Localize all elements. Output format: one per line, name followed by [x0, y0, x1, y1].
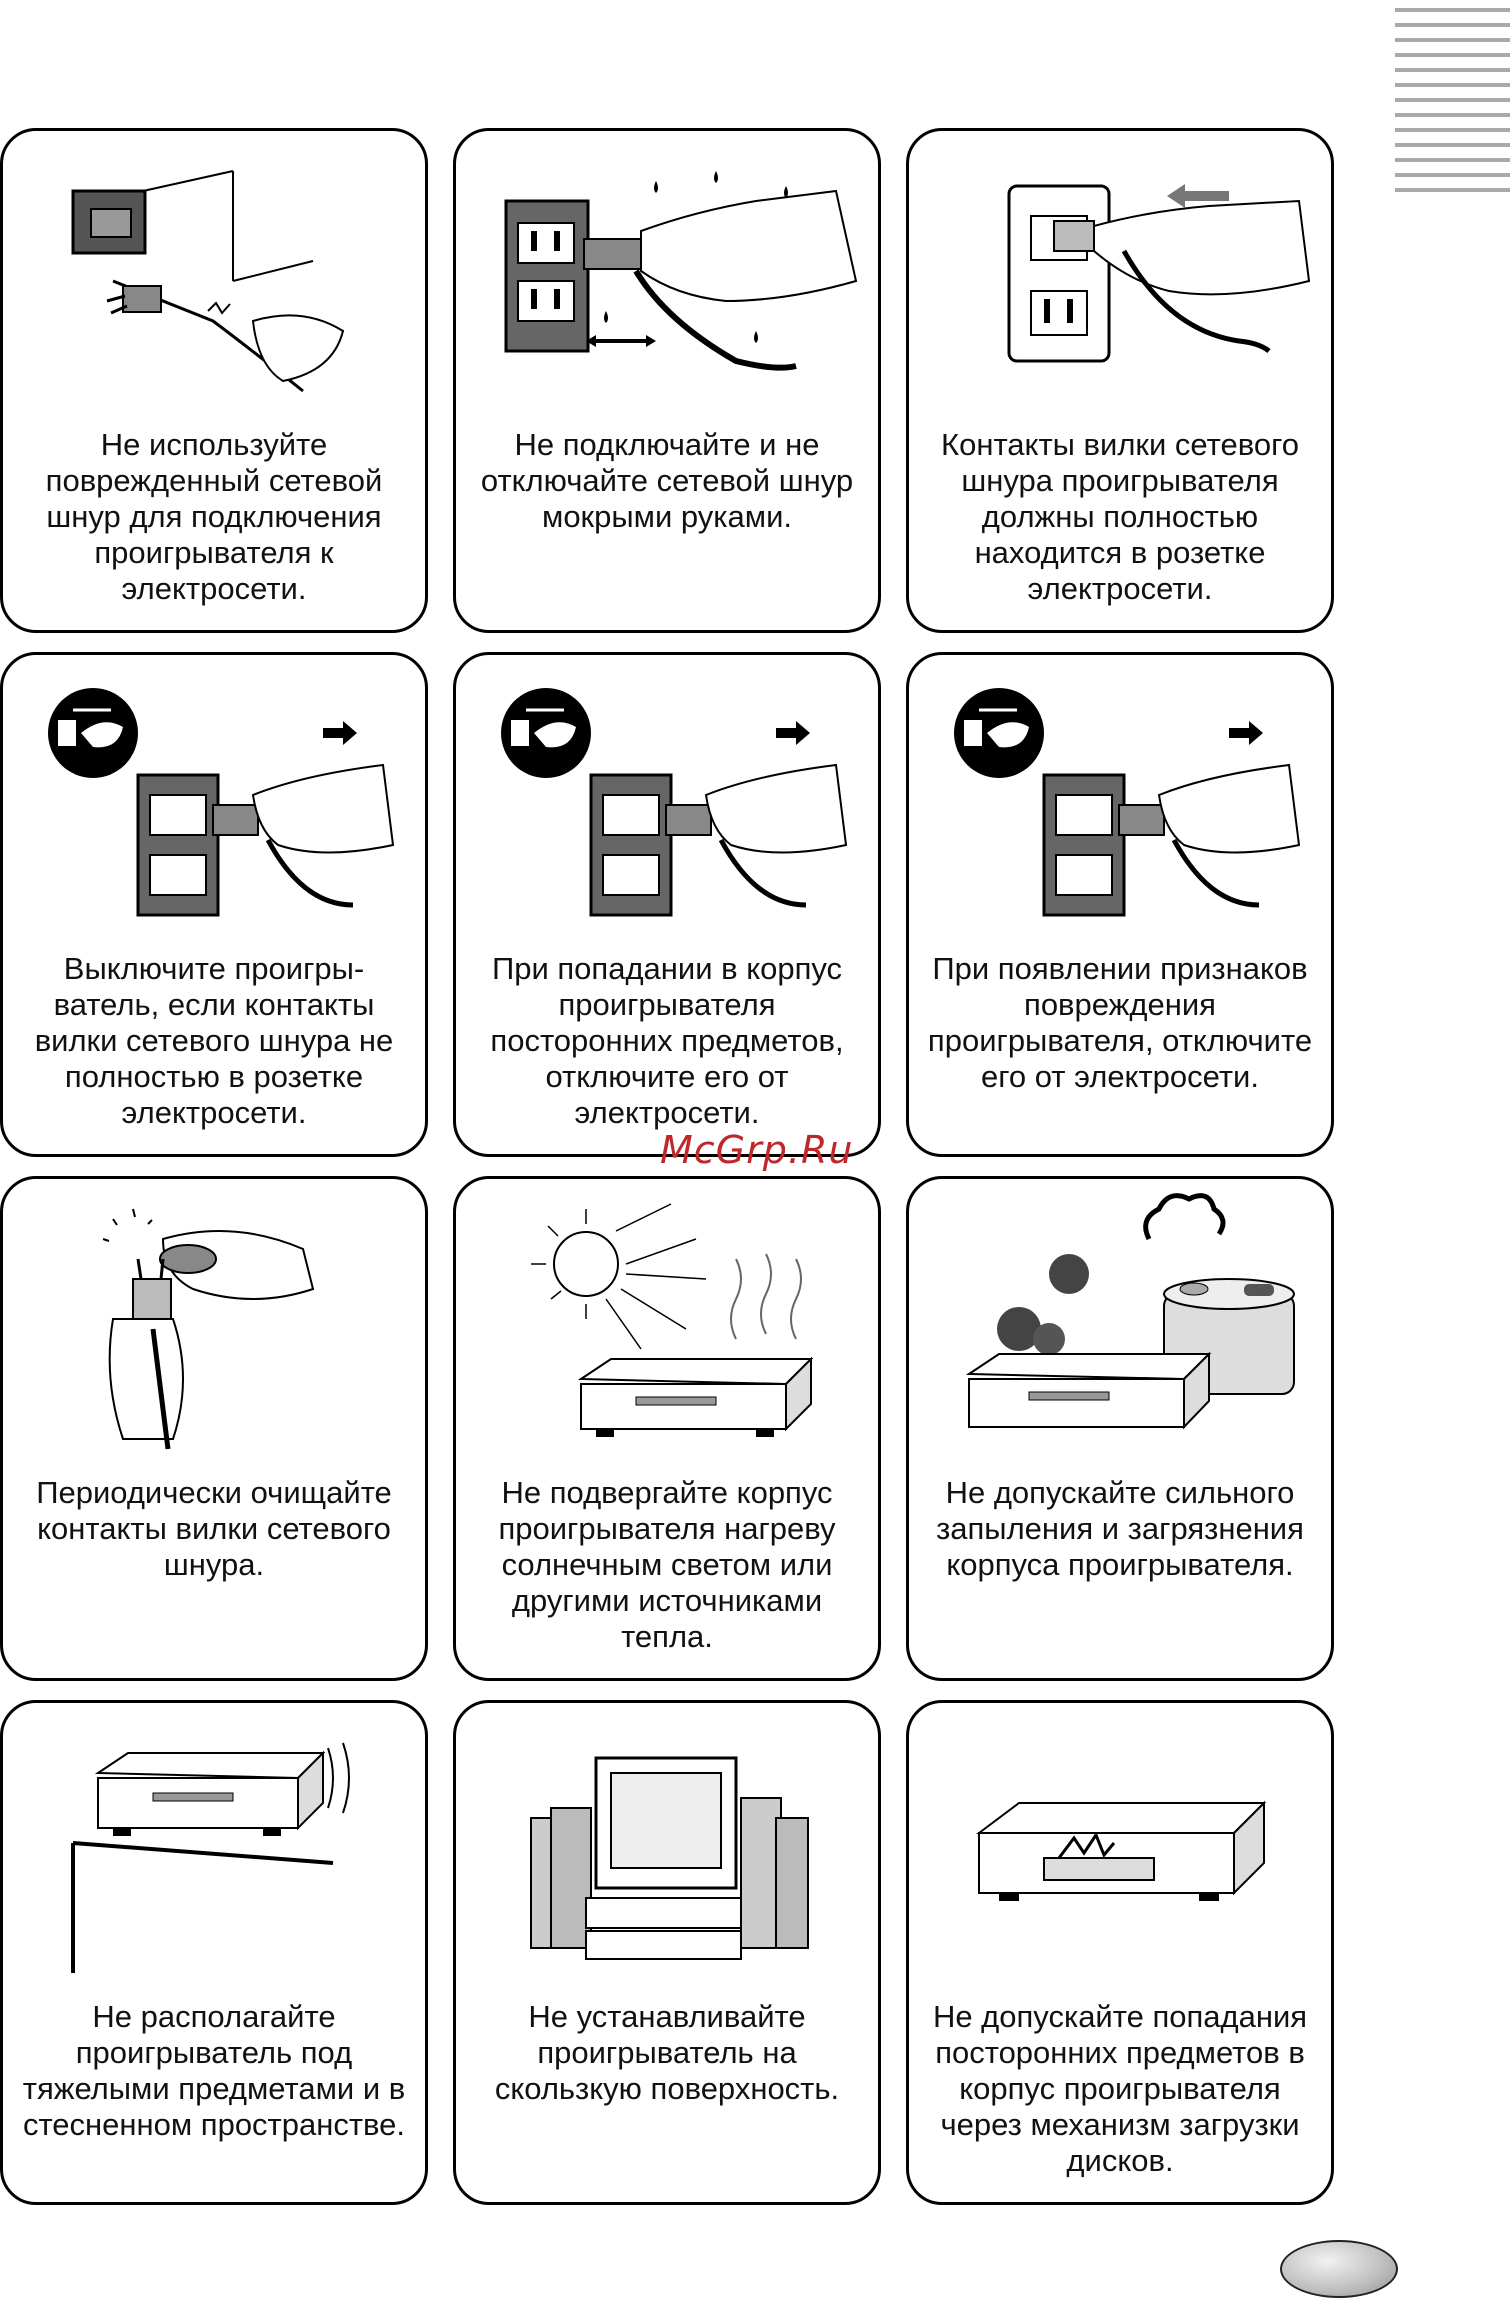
card-caption: При попадании в корпус проигрывателя посторонних предметов, отключите его от электросети.: [490, 951, 844, 1130]
card-caption: Контакты вилки сетевого шнура проигрывателя должны полностью находится в розетке электросети.: [941, 427, 1299, 606]
card-disc-tray-objects: [906, 1700, 1334, 2205]
card-caption: Периодически очищайте контакты вилки сетевого шнура.: [36, 1475, 392, 1582]
card-caption: Не подвергайте корпус проигрывателя нагреву солнечным светом или другими источниками тепла.: [498, 1475, 836, 1654]
card-caption: Не подключайте и не отключайте сетевой шнур мокрыми руками.: [480, 427, 854, 534]
card-damage-signs: [906, 652, 1334, 1157]
card-slippery-surface: [453, 1700, 881, 2205]
page-badge: [1280, 2240, 1398, 2298]
decorative-stripes: [1395, 8, 1510, 203]
card-wet-hands: [453, 128, 881, 633]
unplug-warning-illustration: [909, 655, 1331, 945]
wet-hands-illustration: [456, 131, 878, 421]
card-plug-fully-inserted: [906, 128, 1334, 633]
damaged-cord-illustration: [3, 131, 425, 421]
plug-fully-inserted-illustration: [909, 131, 1331, 421]
card-caption: Выключите проигры- ватель, если контакты вилки сетевого шнура не полностью в розетке электросети.: [34, 951, 394, 1130]
card-unplug-loose: [0, 652, 428, 1157]
card-dust: [906, 1176, 1334, 1681]
card-foreign-object: [453, 652, 881, 1157]
card-caption: Не располагайте проигрыватель под тяжелыми предметами и в стесненном пространстве.: [22, 1999, 406, 2142]
clean-plug-illustration: [3, 1179, 425, 1469]
sun-heat-illustration: [456, 1179, 878, 1469]
disc-tray-illustration: [909, 1703, 1331, 1993]
card-caption: Не допускайте сильного запыления и загрязнения корпуса проигрывателя.: [936, 1475, 1304, 1582]
unplug-warning-illustration: [3, 655, 425, 945]
card-caption: Не устанавливайте проигрыватель на скользкую поверхность.: [494, 1999, 840, 2106]
card-heat-sun: [453, 1176, 881, 1681]
card-caption: При появлении признаков повреждения проигрывателя, отключите его от электросети.: [927, 951, 1313, 1094]
card-caption: Не используйте поврежденный сетевой шнур для подключения проигрывателя к электросети.: [45, 427, 383, 606]
dust-illustration: [909, 1179, 1331, 1469]
card-caption: Не допускайте попадания посторонних предметов в корпус проигрывателя через механизм загрузки дисков.: [932, 1999, 1308, 2178]
card-clean-plug: [0, 1176, 428, 1681]
unplug-warning-illustration: [456, 655, 878, 945]
watermark: McGrp.Ru: [660, 1128, 854, 1172]
card-no-heavy-objects: [0, 1700, 428, 2205]
cramped-space-illustration: [3, 1703, 425, 1993]
home-theater-illustration: [456, 1703, 878, 1993]
card-damaged-cord: [0, 128, 428, 633]
